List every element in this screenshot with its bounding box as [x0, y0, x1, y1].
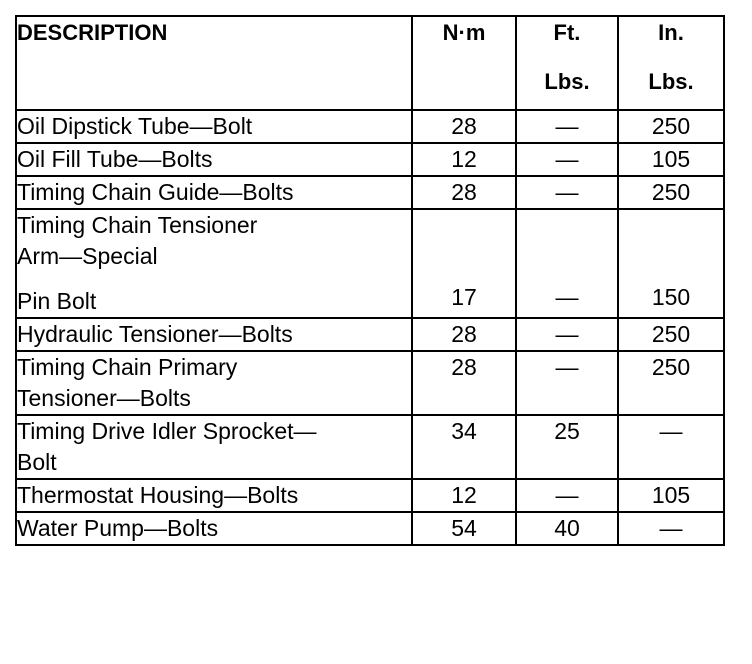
row-nm: 28 — [412, 318, 516, 351]
table-header-row — [16, 16, 724, 110]
ft-header-line2: Lbs. — [544, 69, 590, 94]
line-gap — [17, 272, 411, 286]
table-row — [16, 479, 724, 512]
row-description: Hydraulic Tensioner—Bolts — [16, 318, 412, 351]
row-in-lbs: 150 — [618, 209, 724, 318]
table-row — [16, 143, 724, 176]
row-ft-lbs: — — [516, 479, 618, 512]
table-row — [16, 110, 724, 143]
row-ft-lbs: — — [516, 143, 618, 176]
row-in-lbs: 105 — [618, 143, 724, 176]
row-description-line: Timing Drive Idler Sprocket— — [17, 418, 317, 444]
table-row — [16, 209, 724, 318]
row-description-line: Bolt — [17, 449, 57, 475]
table-row — [16, 351, 724, 415]
row-nm: 17 — [412, 209, 516, 318]
row-nm: 28 — [412, 351, 516, 415]
row-description-line: Arm—Special — [17, 243, 158, 269]
row-description-line: Timing Chain Tensioner — [17, 212, 258, 238]
row-nm: 28 — [412, 176, 516, 209]
row-description-line: Pin Bolt — [17, 288, 97, 314]
row-in-lbs: 250 — [618, 110, 724, 143]
row-ft-lbs: — — [516, 318, 618, 351]
table-row — [16, 512, 724, 545]
row-in-lbs: 250 — [618, 176, 724, 209]
row-in-lbs: 250 — [618, 351, 724, 415]
row-nm: 54 — [412, 512, 516, 545]
ft-header-line1: Ft. — [553, 20, 581, 45]
table-row — [16, 176, 724, 209]
row-ft-lbs: — — [516, 176, 618, 209]
row-nm: 12 — [412, 479, 516, 512]
row-nm: 34 — [412, 415, 516, 479]
table-row — [16, 415, 724, 479]
row-ft-lbs: — — [516, 351, 618, 415]
nm-header — [412, 16, 516, 110]
row-in-lbs: 105 — [618, 479, 724, 512]
in-header-line1: In. — [658, 20, 684, 45]
row-in-lbs: — — [618, 415, 724, 479]
row-description: Timing Chain Guide—Bolts — [16, 176, 412, 209]
row-nm: 12 — [412, 143, 516, 176]
ft-lbs-header — [516, 16, 618, 110]
row-in-lbs: — — [618, 512, 724, 545]
row-ft-lbs: 25 — [516, 415, 618, 479]
row-description — [16, 351, 412, 415]
row-description: Water Pump—Bolts — [16, 512, 412, 545]
in-lbs-header — [618, 16, 724, 110]
row-nm: 28 — [412, 110, 516, 143]
row-ft-lbs: 40 — [516, 512, 618, 545]
row-description — [16, 209, 412, 318]
row-description — [16, 415, 412, 479]
description-header: DESCRIPTION — [16, 16, 412, 110]
row-description-line: Tensioner—Bolts — [17, 385, 191, 411]
row-ft-lbs: — — [516, 110, 618, 143]
row-in-lbs: 250 — [618, 318, 724, 351]
torque-spec-table — [15, 15, 725, 546]
in-header-line2: Lbs. — [648, 69, 694, 94]
row-description: Oil Dipstick Tube—Bolt — [16, 110, 412, 143]
row-ft-lbs: — — [516, 209, 618, 318]
row-description: Thermostat Housing—Bolts — [16, 479, 412, 512]
nm-header-label: N·m — [442, 20, 486, 45]
table-row — [16, 318, 724, 351]
row-description-line: Timing Chain Primary — [17, 354, 238, 380]
row-description: Oil Fill Tube—Bolts — [16, 143, 412, 176]
